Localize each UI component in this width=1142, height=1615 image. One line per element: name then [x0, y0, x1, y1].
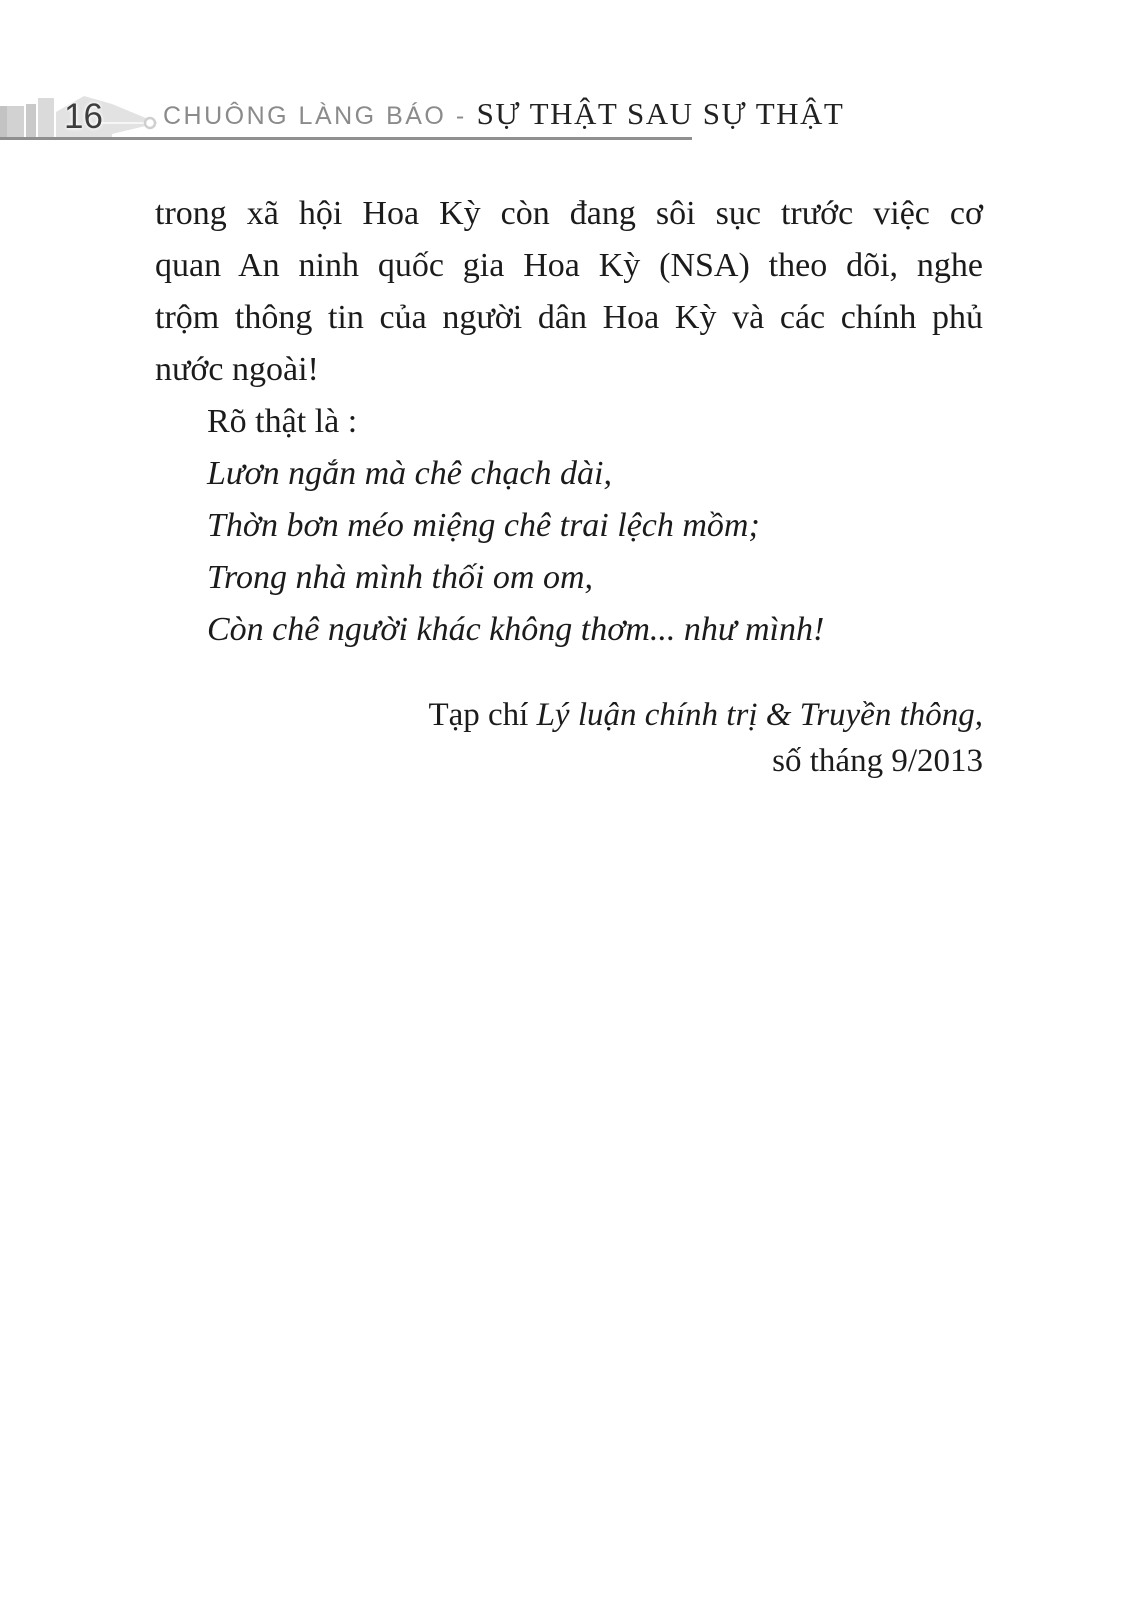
- paragraph-line-3: trộm thông tin của người dân Hoa Kỳ và các chính phủ: [155, 299, 983, 336]
- paragraph-line-4: nước ngoài!: [155, 351, 319, 388]
- running-head-series: CHUÔNG LÀNG BÁO -: [163, 102, 467, 130]
- running-head: [163, 96, 844, 132]
- attribution-source-title: Lý luận chính trị & Truyền thông,: [536, 697, 983, 733]
- paragraph-line-1: trong xã hội Hoa Kỳ còn đang sôi sục trước việc cơ: [155, 195, 983, 232]
- page-number: 16: [64, 97, 103, 136]
- page-content: [155, 188, 983, 784]
- page-header: [0, 0, 1142, 141]
- running-head-title: SỰ THẬT SAU SỰ THẬT: [476, 96, 845, 131]
- poem-line-4: Còn chê người khác không thơm... như mình!: [207, 611, 825, 648]
- poem-line-2: Thờn bơn méo miệng chê trai lệch mồm;: [207, 507, 760, 544]
- poem-line-3: Trong nhà mình thối om om,: [207, 559, 594, 596]
- poem-line-1: Lươn ngắn mà chê chạch dài,: [207, 455, 612, 492]
- attribution-line-1: [155, 692, 983, 738]
- poem-intro-line: Rõ thật là :: [207, 403, 358, 440]
- paragraph-line-2: quan An ninh quốc gia Hoa Kỳ (NSA) theo dõi, nghe: [155, 247, 983, 284]
- header-rule: [0, 137, 692, 140]
- source-attribution: [155, 692, 983, 784]
- attribution-prefix: Tạp chí: [428, 697, 537, 733]
- attribution-line-2: số tháng 9/2013: [772, 743, 983, 779]
